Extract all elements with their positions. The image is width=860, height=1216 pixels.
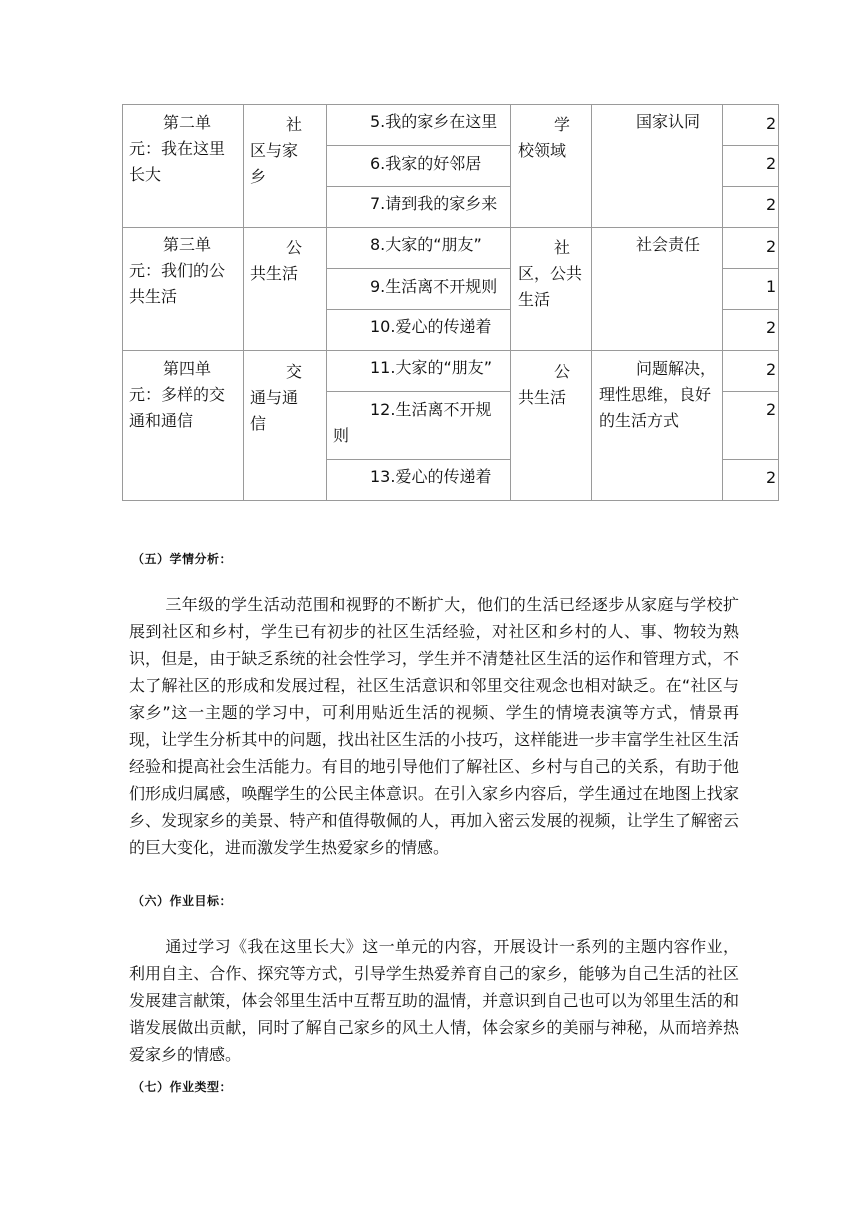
field-cell: 社区，公共生活 [518, 238, 583, 309]
table-border-top [122, 104, 779, 105]
hours-cell: 2 [766, 468, 777, 487]
unit-cell: 第二单元：我在这里长大 [129, 113, 226, 184]
hours-cell: 2 [766, 237, 777, 256]
field-cell: 学校领域 [518, 115, 571, 160]
lesson-cell: 7.请到我的家乡来 [370, 194, 498, 213]
table-group-divider [122, 350, 779, 351]
hours-cell: 2 [766, 154, 777, 173]
theme-cell: 公共生活 [250, 238, 303, 283]
lesson-cell: 6.我家的好邻居 [370, 154, 482, 173]
theme-cell: 社区与家乡 [250, 115, 303, 186]
table-group-divider [122, 227, 779, 228]
lesson-cell: 8.大家的“朋友” [370, 235, 482, 254]
lesson-cell: 10.爱心的传递着 [370, 317, 492, 336]
lesson-cell: 9.生活离不开规则 [370, 277, 498, 296]
section-heading: （六）作业目标： [132, 894, 233, 908]
section-heading: （五）学情分析： [132, 552, 233, 566]
goal-paragraph: 通过学习《我在这里长大》这一单元的内容，开展设计一系列的主题内容作业，利用自主、合作、探究等方式，引导学生热爱养育自己的家乡，能够为自己生活的社区发展建言献策，体会邻里生活中互帮互助的温情，并意识到自己也可以为邻里生活的和谐发展做出贡献，同时了解自己家乡的风土人情，体会家乡的美丽与神秘，从而培养热爱家乡的情感。 [129, 937, 739, 1064]
theme-cell: 交通与通信 [250, 362, 303, 433]
goal-cell: 社会责任 [636, 235, 701, 254]
goal-cell: 国家认同 [636, 112, 701, 131]
hours-cell: 2 [766, 318, 777, 337]
lesson-cell: 13.爱心的传递着 [370, 467, 492, 486]
goal-cell: 问题解决，理性思维，良好的生活方式 [599, 359, 717, 430]
section-heading: （七）作业类型： [132, 1080, 233, 1094]
hours-cell: 2 [766, 360, 777, 379]
field-cell: 公共生活 [518, 362, 571, 407]
analysis-paragraph: 三年级的学生活动范围和视野的不断扩大，他们的生活已经逐步从家庭与学校扩展到社区和乡村，学生已有初步的社区生活经验，对社区和乡村的人、事、物较为熟识，但是，由于缺乏系统的社会性学习，学生并不清楚社区生活的运作和管理方式，不太了解社区的形成和发展过程，社区生活意识和邻里交往观念也相对缺乏。在“社区与家乡”这一主题的学习中，可利用贴近生活的视频、学生的情境表演等方式，情景再现，让学生分析其中的问题，找出社区生活的小技巧，这样能进一步丰富学生社区生活经验和提高社会生活能力。有目的地引导他们了解社区、乡村与自己的关系，有助于他们形成归属感，唤醒学生的公民主体意识。在引入家乡内容后，学生通过在地图上找家乡、发现家乡的美景、特产和值得敬佩的人，再加入密云发展的视频，让学生了解密云的巨大变化，进而激发学生热爱家乡的情感。 [129, 595, 739, 857]
hours-cell: 2 [766, 400, 777, 419]
lesson-cell: 12.生活离不开规则 [333, 400, 492, 445]
lesson-cell: 5.我的家乡在这里 [370, 112, 498, 131]
hours-cell: 1 [766, 277, 777, 296]
hours-cell: 2 [766, 114, 777, 133]
table-border-bottom [122, 500, 779, 501]
lesson-cell: 11.大家的“朋友” [370, 358, 493, 377]
unit-cell: 第三单元：我们的公共生活 [129, 235, 226, 306]
unit-cell: 第四单元：多样的交通和通信 [129, 359, 226, 430]
hours-cell: 2 [766, 195, 777, 214]
